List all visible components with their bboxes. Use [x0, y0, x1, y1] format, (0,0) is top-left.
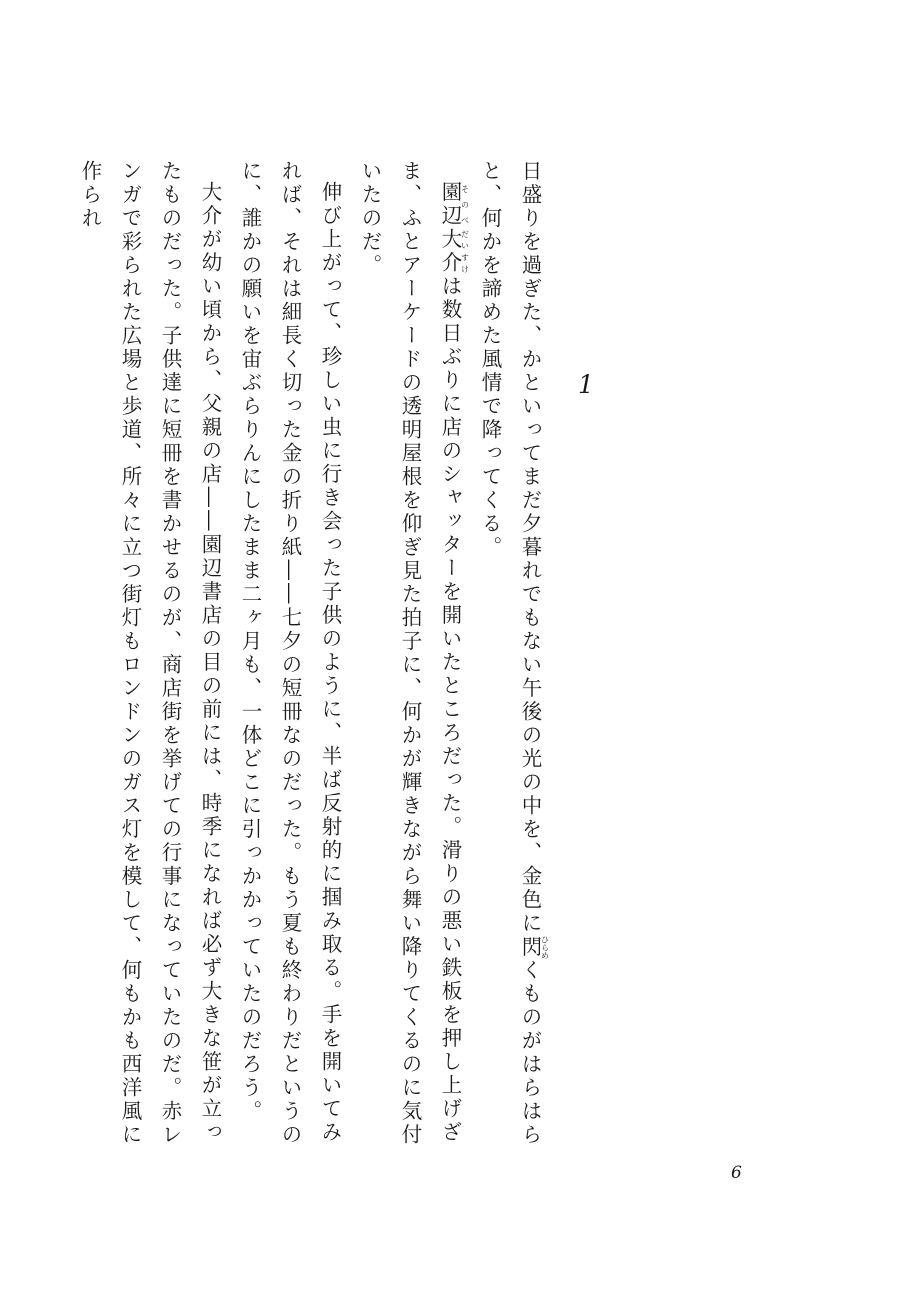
ruby-reading: そのべ: [460, 180, 470, 228]
text-run: 伸び上がって、珍しい虫に行き会った子供のように、半ば反射的に掴み取る。手を開いてみれば、それは細長く切った金の折り紙――七夕の短冊なのだった。もう夏も終わりだというのに、誰かの願いを宙ぶらりんにしたまま二ヶ月も、一体どこに引っかかっていたのだろう。: [238, 160, 342, 1147]
ruby-word: [438, 180, 470, 228]
body-text: [78, 160, 550, 1160]
ruby-reading: ひらめ: [540, 935, 550, 960]
paragraph: [350, 160, 470, 1160]
text-run: くものがはらはらと、何かを諦めた風情で降ってくる。: [478, 160, 542, 1147]
ruby-base: 閃: [518, 935, 542, 960]
paragraph: [230, 160, 350, 1160]
text-run: 日盛りを過ぎた、かといってまだ夕暮れでもない午後の光の中を、金色に: [518, 160, 542, 936]
paragraph: [70, 160, 230, 1160]
text-run: は数日ぶりに店のシャッターを開いたところだった。滑りの悪い鉄板を押し上げざま、ふとアーケードの透明屋根を仰ぎ見た拍子に、何かが輝きながら舞い降りてくるのに気付いたのだ。: [358, 160, 462, 1147]
ruby-word: [518, 935, 550, 960]
ruby-base: 大介: [438, 227, 462, 275]
paragraph: [470, 160, 550, 1160]
text-run: 大介が幼い頃から、父親の店――園辺書店の目の前には、時季になれば必ず大きな笹が立ったものだった。子供達に短冊を書かせるのが、商店街を挙げての行事になっていたのだ。赤レンガで彩られた広場と歩道、所々に立つ街灯もロンドンのガス灯を模して、何もかも西洋風に作られ: [78, 160, 222, 1147]
ruby-base: 園辺: [438, 180, 462, 228]
ruby-reading: だいすけ: [460, 227, 470, 275]
page-number: 6: [731, 1163, 742, 1183]
chapter-number: 1: [578, 370, 594, 399]
ruby-word: [438, 227, 470, 275]
